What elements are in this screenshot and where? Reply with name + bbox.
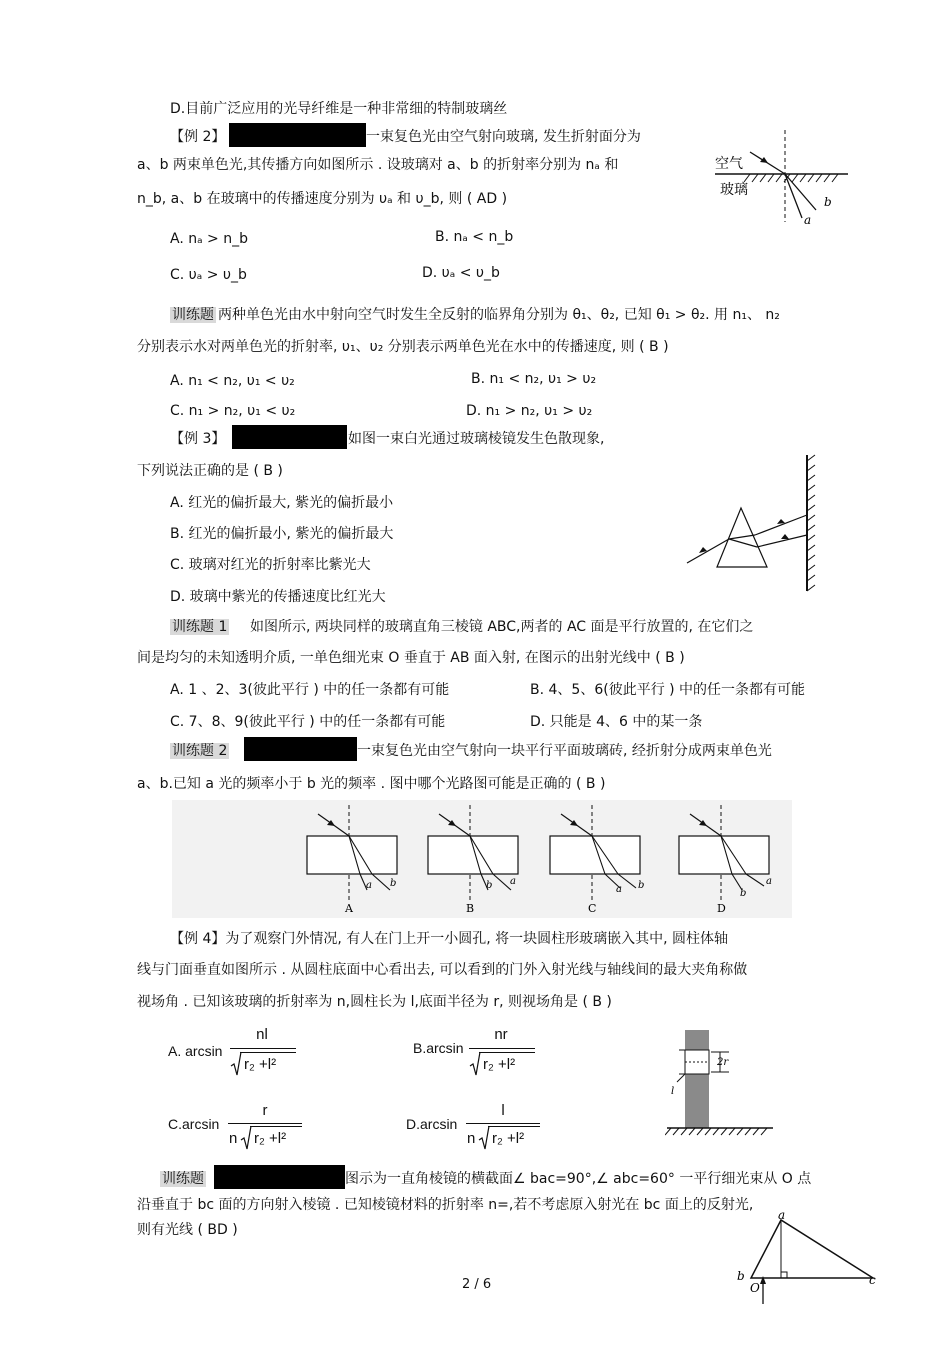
figure-door-peephole xyxy=(665,1028,775,1140)
training-option-a: A. n₁ < n₂, υ₁ < υ₂ xyxy=(170,373,295,389)
example-2-line2: a、b 两束单色光,其传播方向如图所示 . 设玻璃对 a、b 的折射率分别为 nₐ 和 xyxy=(137,157,619,173)
training-3-line2: 沿垂直于 bc 面的方向射入棱镜 . 已知棱镜材料的折射率 n=,若不考虑原入射光在 bc 面上的反射光, xyxy=(137,1197,754,1213)
training-2-text: 一束复色光由空气射向一块平行平面玻璃砖, 经折射分成两束单色光 xyxy=(357,743,772,759)
training-3-text: 图示为一直角棱镜的横截面∠ bac=90°,∠ abc=60° 一平行细光束从 O 点 xyxy=(345,1171,812,1187)
example-3-text: 如图一束白光通过玻璃棱镜发生色散现象, xyxy=(348,431,605,447)
panel-b-label: B xyxy=(466,902,475,915)
ray-a-label: a xyxy=(510,876,516,887)
line-option-d-fiber: D.目前广泛应用的光导纤维是一种非常细的特制玻璃丝 xyxy=(170,101,508,117)
panel-a-label: A xyxy=(345,902,353,915)
example-4-option-a: A. arcsin nl r₂ +l² xyxy=(168,1026,298,1086)
training-3-line3: 则有光线 ( BD ) xyxy=(137,1222,238,1238)
training-question-line2: 分别表示水对两单色光的折射率, υ₁、υ₂ 分别表示两单色光在水中的传播速度, 则 ( B ) xyxy=(137,339,669,355)
ray-b-label: b xyxy=(638,880,645,891)
label-glass: 玻璃 xyxy=(720,182,748,198)
training-1-option-a: A. 1 、2、3(彼此平行 ) 中的任一条都有可能 xyxy=(170,682,450,698)
example-4-option-d: D.arcsin l n r₂ +l² xyxy=(406,1100,546,1160)
ray-a-label: a xyxy=(804,213,812,225)
example-4-option-c: C.arcsin r n r₂ +l² xyxy=(168,1100,308,1160)
ray-b-label: b xyxy=(486,880,493,891)
panel-d-label: D xyxy=(717,902,726,915)
example-2-option-a: A. nₐ > n_b xyxy=(170,231,248,247)
example-2-option-b: B. nₐ < n_b xyxy=(435,229,514,245)
training-2-line2: a、b.已知 a 光的频率小于 b 光的频率 . 图中哪个光路图可能是正确的 ( B ) xyxy=(137,776,606,792)
training-1-line2: 间是均匀的未知透明介质, 一单色细光束 O 垂直于 AB 面入射, 在图示的出射光线中 ( B ) xyxy=(137,650,685,666)
training-1-option-b: B. 4、5、6(彼此平行 ) 中的任一条都有可能 xyxy=(530,682,806,698)
example-2-line3: n_b, a、b 在玻璃中的传播速度分别为 υₐ 和 υ_b, 则 ( AD ) xyxy=(137,191,508,207)
label-l: l xyxy=(671,1086,675,1097)
training-option-d: D. n₁ > n₂, υ₁ > υ₂ xyxy=(466,403,593,419)
figure-right-angle-prism xyxy=(733,1210,883,1305)
training-1-label: 训练题 1 xyxy=(172,619,228,635)
page-number: 2 / 6 xyxy=(462,1277,492,1292)
training-question-label: 训练题 xyxy=(172,307,214,323)
label-2r: 2r xyxy=(717,1057,729,1068)
example-2-label: 【例 2】 xyxy=(170,129,226,145)
example-2-option-d: D. υₐ < υ_b xyxy=(422,265,500,281)
example-4-option-b: B.arcsin nr r₂ +l² xyxy=(413,1026,543,1086)
example-4-line1: 【例 4】为了观察门外情况, 有人在门上开一小圆孔, 将一块圆柱形玻璃嵌入其中, 圆柱体轴 xyxy=(170,931,729,947)
training-2-label: 训练题 2 xyxy=(172,743,228,759)
ray-b-label: b xyxy=(824,195,832,209)
point-o-label: O xyxy=(750,1281,760,1295)
example-2-text: 一束复色光由空气射向玻璃, 发生折射面分为 xyxy=(366,129,641,145)
example-3-option-d: D. 玻璃中紫光的传播速度比红光大 xyxy=(170,589,386,605)
vertex-c-label: c xyxy=(869,1273,876,1287)
redaction-box xyxy=(244,737,357,761)
figure-prism-dispersion xyxy=(685,453,820,593)
training-1-option-d: D. 只能是 4、6 中的某一条 xyxy=(530,714,703,730)
example-3-option-b: B. 红光的偏折最小, 紫光的偏折最大 xyxy=(170,526,394,542)
ray-a-label: a xyxy=(366,880,372,891)
example-2-option-c: C. υₐ > υ_b xyxy=(170,267,247,283)
training-option-c: C. n₁ > n₂, υ₁ < υ₂ xyxy=(170,403,296,419)
redaction-box xyxy=(232,425,347,449)
panel-c-label: C xyxy=(588,902,597,915)
redaction-box xyxy=(229,123,366,147)
training-option-b: B. n₁ < n₂, υ₁ > υ₂ xyxy=(471,371,597,387)
training-3-label: 训练题 xyxy=(162,1171,204,1187)
example-4-line3: 视场角 . 已知该玻璃的折射率为 n,圆柱长为 l,底面半径为 r, 则视场角是 ( B ) xyxy=(137,994,612,1010)
training-1-text: 如图所示, 两块同样的玻璃直角三棱镜 ABC,两者的 AC 面是平行放置的, 在它们之 xyxy=(250,619,754,635)
vertex-b-label: b xyxy=(737,1269,745,1283)
example-3-option-a: A. 红光的偏折最大, 紫光的偏折最小 xyxy=(170,495,394,511)
figure-refraction-air-glass xyxy=(710,130,850,225)
figure-glass-slab-options xyxy=(172,800,792,918)
label-air: 空气 xyxy=(715,156,743,172)
redaction-box xyxy=(214,1165,345,1189)
example-3-label: 【例 3】 xyxy=(170,431,226,447)
training-question-text: 两种单色光由水中射向空气时发生全反射的临界角分别为 θ₁、θ₂, 已知 θ₁ > θ₂. 用 n₁、 n₂ xyxy=(218,307,780,323)
example-3-option-c: C. 玻璃对红光的折射率比紫光大 xyxy=(170,557,371,573)
ray-b-label: b xyxy=(390,878,397,889)
training-1-option-c: C. 7、8、9(彼此平行 ) 中的任一条都有可能 xyxy=(170,714,446,730)
ray-a-label: a xyxy=(766,876,772,887)
example-3-line2: 下列说法正确的是 ( B ) xyxy=(137,463,283,479)
ray-a-label: a xyxy=(616,884,622,895)
ray-b-label: b xyxy=(740,888,747,899)
vertex-a-label: a xyxy=(778,1210,786,1222)
example-4-line2: 线与门面垂直如图所示 . 从圆柱底面中心看出去, 可以看到的门外入射光线与轴线间的最大夹角称做 xyxy=(137,962,748,978)
